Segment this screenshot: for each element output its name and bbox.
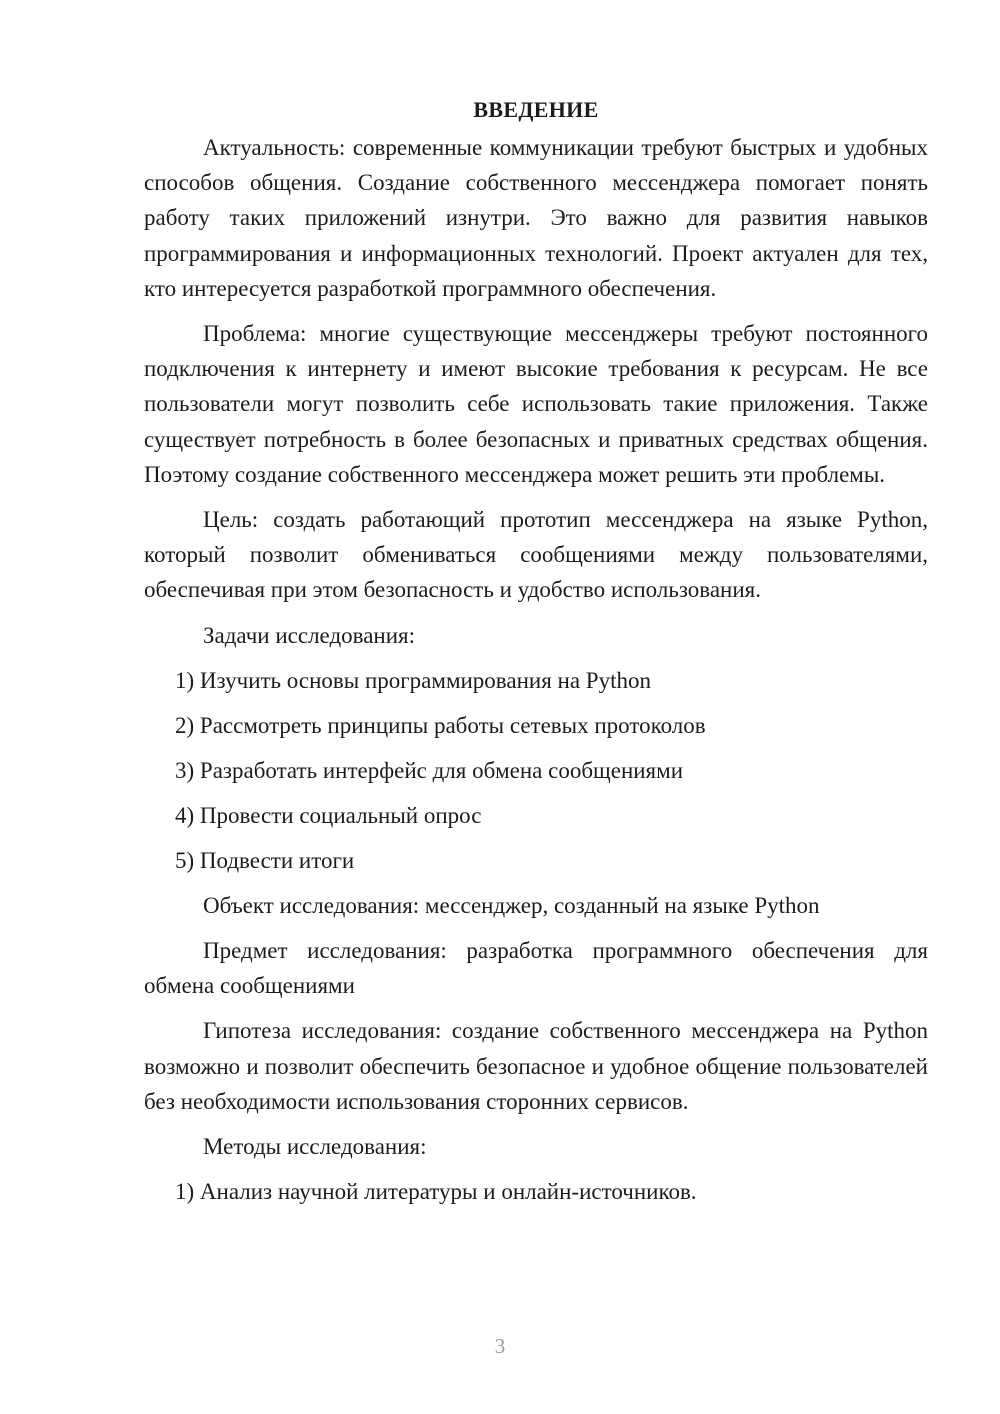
- method-item: 1) Анализ научной литературы и онлайн-источников.: [175, 1179, 697, 1205]
- research-subject: Предмет исследования: разработка программного обеспечения для обмена сообщениями: [144, 938, 928, 999]
- methods-heading: Методы исследования:: [203, 1134, 427, 1160]
- section-title: ВВЕДЕНИЕ: [473, 97, 599, 122]
- tasks-heading: Задачи исследования:: [203, 622, 416, 648]
- page-content: [144, 92, 928, 1219]
- task-item: 2) Рассмотреть принципы работы сетевых протоколов: [175, 712, 706, 738]
- task-item: 1) Изучить основы программирования на Python: [175, 667, 651, 693]
- relevance-paragraph: Актуальность: современные коммуникации требуют быстрых и удобных способов общения. Создание собственного мессенджера помогает понять работу таких приложений изнутри. Это важно для развития навыков программирования и информационных технологий. Проект актуален для тех, кто интересуется разработкой программного обеспечения.: [144, 135, 928, 301]
- page-number: 3: [494, 1334, 506, 1358]
- task-item: 3) Разработать интерфейс для обмена сообщениями: [175, 757, 683, 783]
- task-item: 4) Провести социальный опрос: [175, 802, 482, 828]
- problem-paragraph: Проблема: многие существующие мессенджеры требуют постоянного подключения к интернету и имеют высокие требования к ресурсам. Не все пользователи могут позволить себе использовать такие приложения. Также существует потребность в более безопасных и приватных средствах общения. Поэтому создание собственного мессенджера может решить эти проблемы.: [144, 321, 928, 487]
- task-item: 5) Подвести итоги: [175, 847, 355, 873]
- research-object: Объект исследования: мессенджер, созданный на языке Python: [203, 892, 820, 918]
- goal-paragraph: Цель: создать работающий прототип мессенджера на языке Python, который позволит обмениваться сообщениями между пользователями, обеспечивая при этом безопасность и удобство использования.: [144, 507, 928, 603]
- research-hypothesis: Гипотеза исследования: создание собственного мессенджера на Python возможно и позволит обеспечить безопасное и удобное общение пользователей без необходимости использования сторонних сервисов.: [144, 1018, 928, 1114]
